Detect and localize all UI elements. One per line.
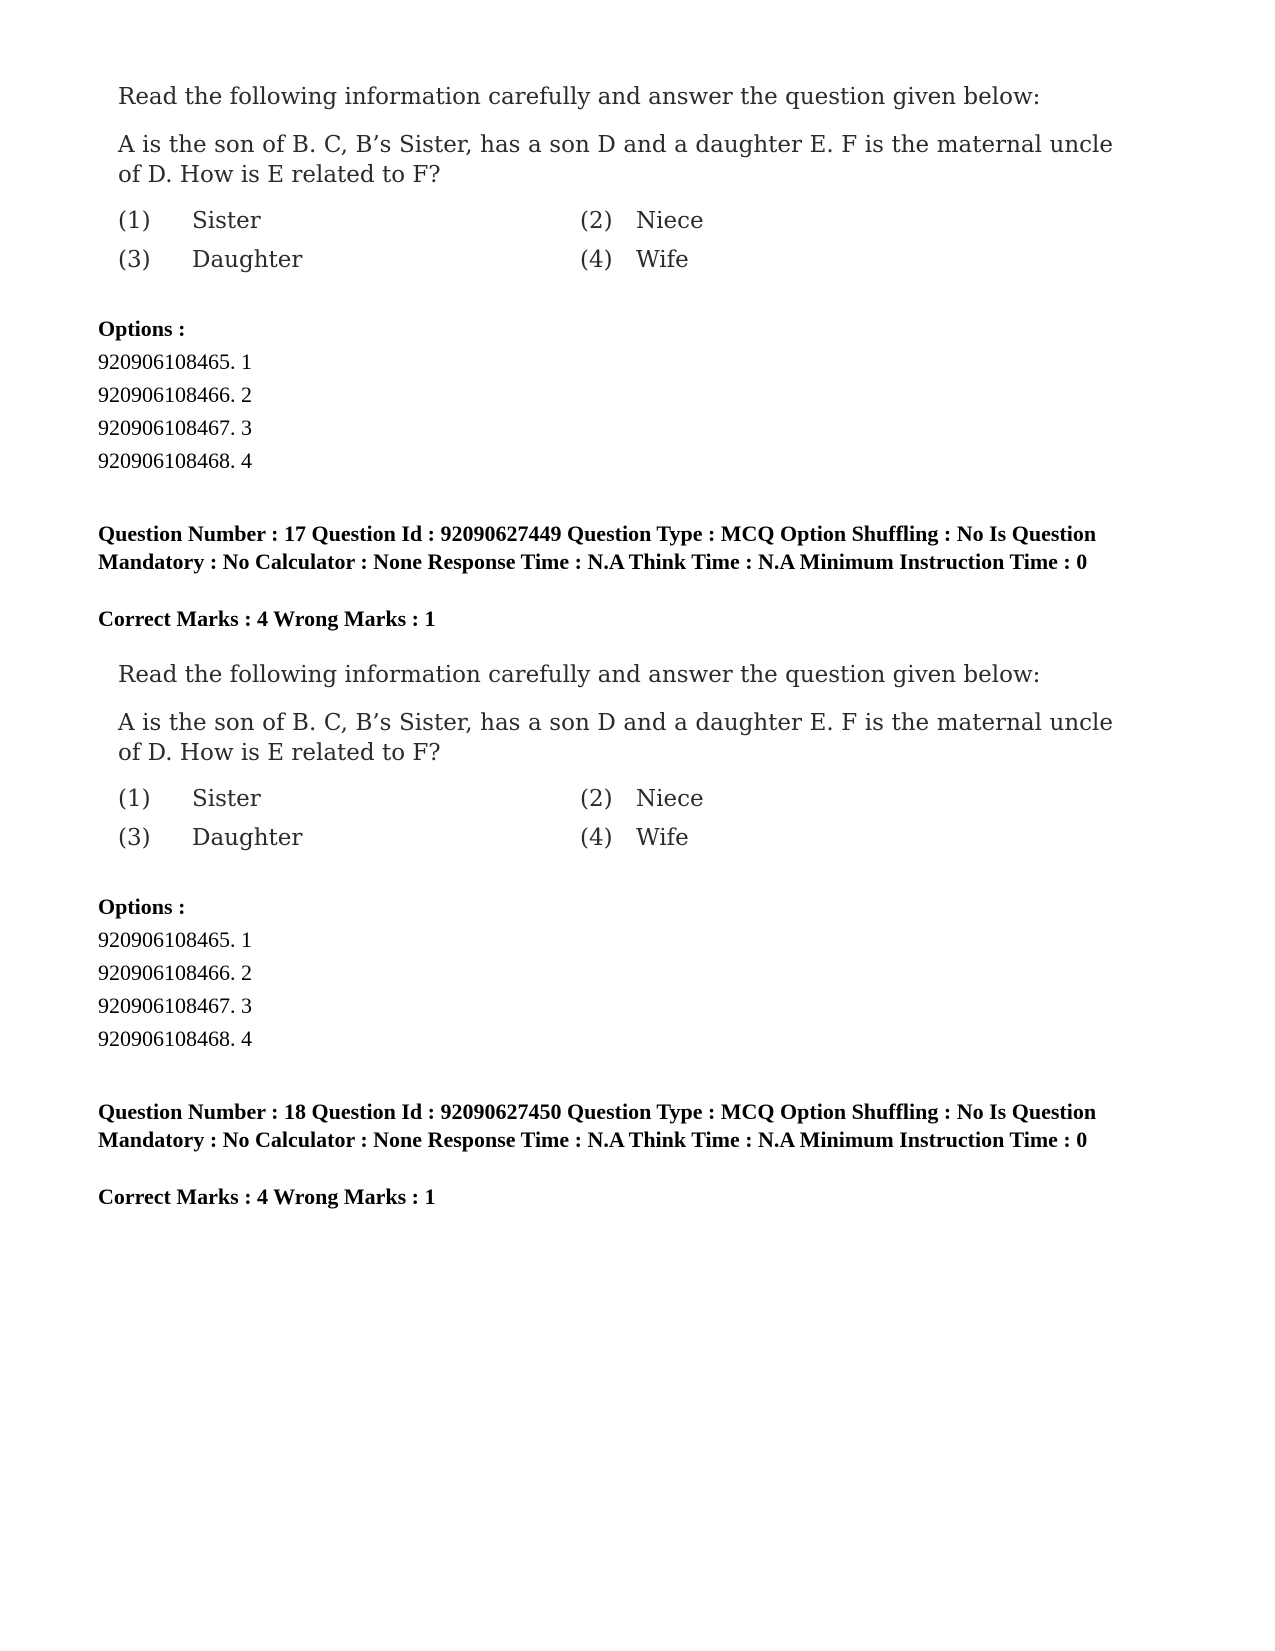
choice-2 bbox=[580, 208, 704, 234]
choice-2 bbox=[580, 786, 704, 812]
option-line: 920906108466. 2 bbox=[98, 960, 252, 985]
choice-3 bbox=[118, 825, 302, 851]
question-intro: Read the following information carefully and answer the question given below: bbox=[118, 84, 1041, 110]
choice-number: (4) bbox=[580, 247, 613, 273]
choice-number: (2) bbox=[580, 208, 613, 234]
choice-4 bbox=[580, 825, 689, 851]
choice-text: Wife bbox=[636, 825, 689, 851]
choice-text: Daughter bbox=[192, 825, 303, 851]
option-line: 920906108468. 4 bbox=[98, 448, 252, 473]
question-meta-17: Question Number : 17 Question Id : 92090627449 Question Type : MCQ Option Shuffling : No Is Question Mandatory : No Calculator : None Response Time : N.A Think Time : N.A Minimum Instruction Time : 0 bbox=[98, 521, 1097, 574]
choice-text: Niece bbox=[636, 786, 704, 812]
choice-number: (2) bbox=[580, 786, 613, 812]
option-line: 920906108466. 2 bbox=[98, 382, 252, 407]
choice-number: (3) bbox=[118, 825, 151, 851]
choice-text: Niece bbox=[636, 208, 704, 234]
choice-3 bbox=[118, 247, 302, 273]
marks-18: Correct Marks : 4 Wrong Marks : 1 bbox=[98, 1184, 436, 1209]
choice-number: (3) bbox=[118, 247, 151, 273]
option-line: 920906108468. 4 bbox=[98, 1026, 252, 1051]
question-body: A is the son of B. C, B’s Sister, has a son D and a daughter E. F is the maternal uncle of D. How is E related to F? bbox=[118, 132, 1113, 188]
question-intro: Read the following information carefully and answer the question given below: bbox=[118, 662, 1041, 688]
choice-number: (1) bbox=[118, 208, 151, 234]
choice-1 bbox=[118, 786, 261, 812]
choice-text: Daughter bbox=[192, 247, 303, 273]
option-line: 920906108467. 3 bbox=[98, 415, 252, 440]
option-line: 920906108467. 3 bbox=[98, 993, 252, 1018]
options-heading: Options : bbox=[98, 894, 186, 919]
marks-17: Correct Marks : 4 Wrong Marks : 1 bbox=[98, 606, 436, 631]
options-heading: Options : bbox=[98, 316, 186, 341]
choice-text: Sister bbox=[192, 208, 261, 234]
option-line: 920906108465. 1 bbox=[98, 349, 252, 374]
option-line: 920906108465. 1 bbox=[98, 927, 252, 952]
choice-4 bbox=[580, 247, 689, 273]
choice-text: Wife bbox=[636, 247, 689, 273]
choice-number: (1) bbox=[118, 786, 151, 812]
choice-text: Sister bbox=[192, 786, 261, 812]
question-body: A is the son of B. C, B’s Sister, has a son D and a daughter E. F is the maternal uncle of D. How is E related to F? bbox=[118, 710, 1113, 766]
question-meta-18: Question Number : 18 Question Id : 92090627450 Question Type : MCQ Option Shuffling : No Is Question Mandatory : No Calculator : None Response Time : N.A Think Time : N.A Minimum Instruction Time : 0 bbox=[98, 1099, 1097, 1152]
choice-1 bbox=[118, 208, 261, 234]
choice-number: (4) bbox=[580, 825, 613, 851]
